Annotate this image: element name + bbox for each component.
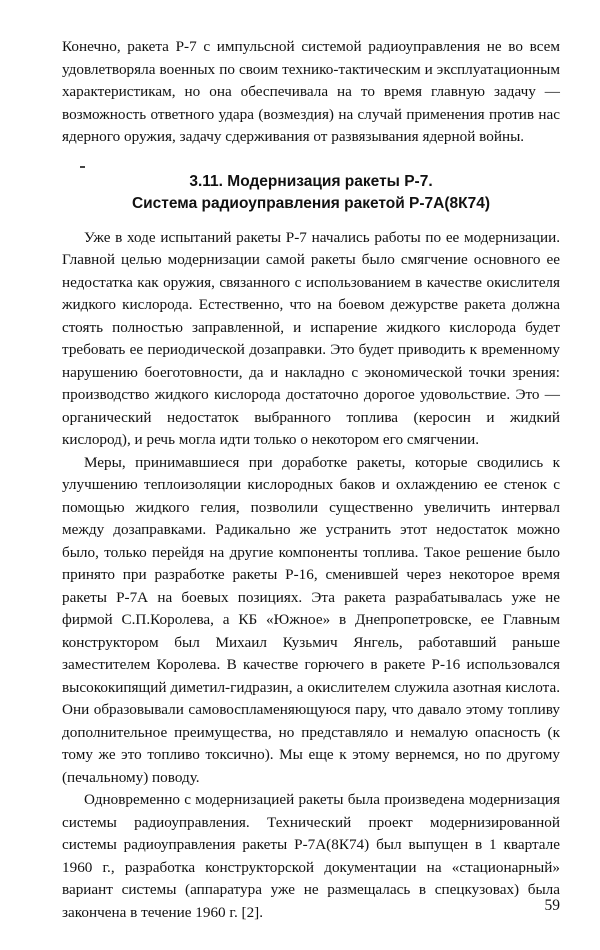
page-body [62,36,560,924]
body-paragraph-2: Меры, принимавшиеся при доработке ракеты, которые сводились к улучшению теплоизоляции кислородных баков и охлаждению ее стенок с помощью жидкого гелия, позволили существенно увеличить интервал между дозаправками. Радикально же устранить этот недостаток можно было, только перейдя на другие компоненты топлива. Такое решение было принято при разработке ракеты Р-16, сменившей через некоторое время ракеты Р-7А на боевых позициях. Эта ракета разрабатывалась уже не фирмой С.П.Королева, а КБ «Южное» в Днепропетровске, ее Главным конструктором был Михаил Кузьмич Янгель, работавший раньше заместителем Королева. В качестве горючего в ракете Р-16 использовался высококипящий диметил-гидразин, а окислителем служила азотная кислота. Они образовывали самовоспламеняющуюся пару, что давало этому топливу дополнительное преимущества, но представляло и немалую опасность (к тому же это топливо токсично). Мы еще к этому вернемся, но по другому (печальному) поводу. [62,453,560,786]
section-title-line-1: 3.11. Модернизация ракеты Р-7. [189,172,433,190]
section-title-line-2: Система радиоуправления ракетой Р-7А(8К74) [131,194,491,212]
section-heading [62,171,560,215]
page-number: 59 [544,897,560,914]
body-paragraph-3: Одновременно с модернизацией ракеты была произведена модернизация системы радиоуправления. Технический проект модернизированной системы радиоуправления ракеты Р-7А(8К74) был выпущен в 1 квартале 1960 г., разработка конструкторской документации на «стационарный» вариант системы (аппаратура уже не размещалась в спецкузовах) была закончена в течение 1960 г. [2]. [62,791,560,921]
intro-paragraph: Конечно, ракета Р-7 с импульсной системой радиоуправления не во всем удовлетворяла военных по своим технико-тактическим и эксплуатационным характеристикам, но она обеспечивала на то время главную задачу — возможность ответного удара (возмездия) на случай применения против нас ядерного оружия, задачу сдерживания от развязывания ядерной войны. [62,38,560,145]
body-paragraph-1: Уже в ходе испытаний ракеты Р-7 начались работы по ее модернизации. Главной целью модернизации самой ракеты было смягчение основного ее недостатка как оружия, связанного с использованием в качестве окислителя жидкого кислорода. Естественно, что на боевом дежурстве ракета должна стоять полностью заправленной, и испарение жидкого кислорода будет требовать ее периодической дозаправки. Это будет приводить к временному нарушению боеготовности, да и накладно с экономической точки зрения: производство жидкого кислорода достаточно дорогое удовольствие. Это — органический недостаток выбранного топлива (керосин и жидкий кислород), и речь могла идти только о некотором его смягчении. [62,228,560,448]
scan-mark [80,166,85,168]
